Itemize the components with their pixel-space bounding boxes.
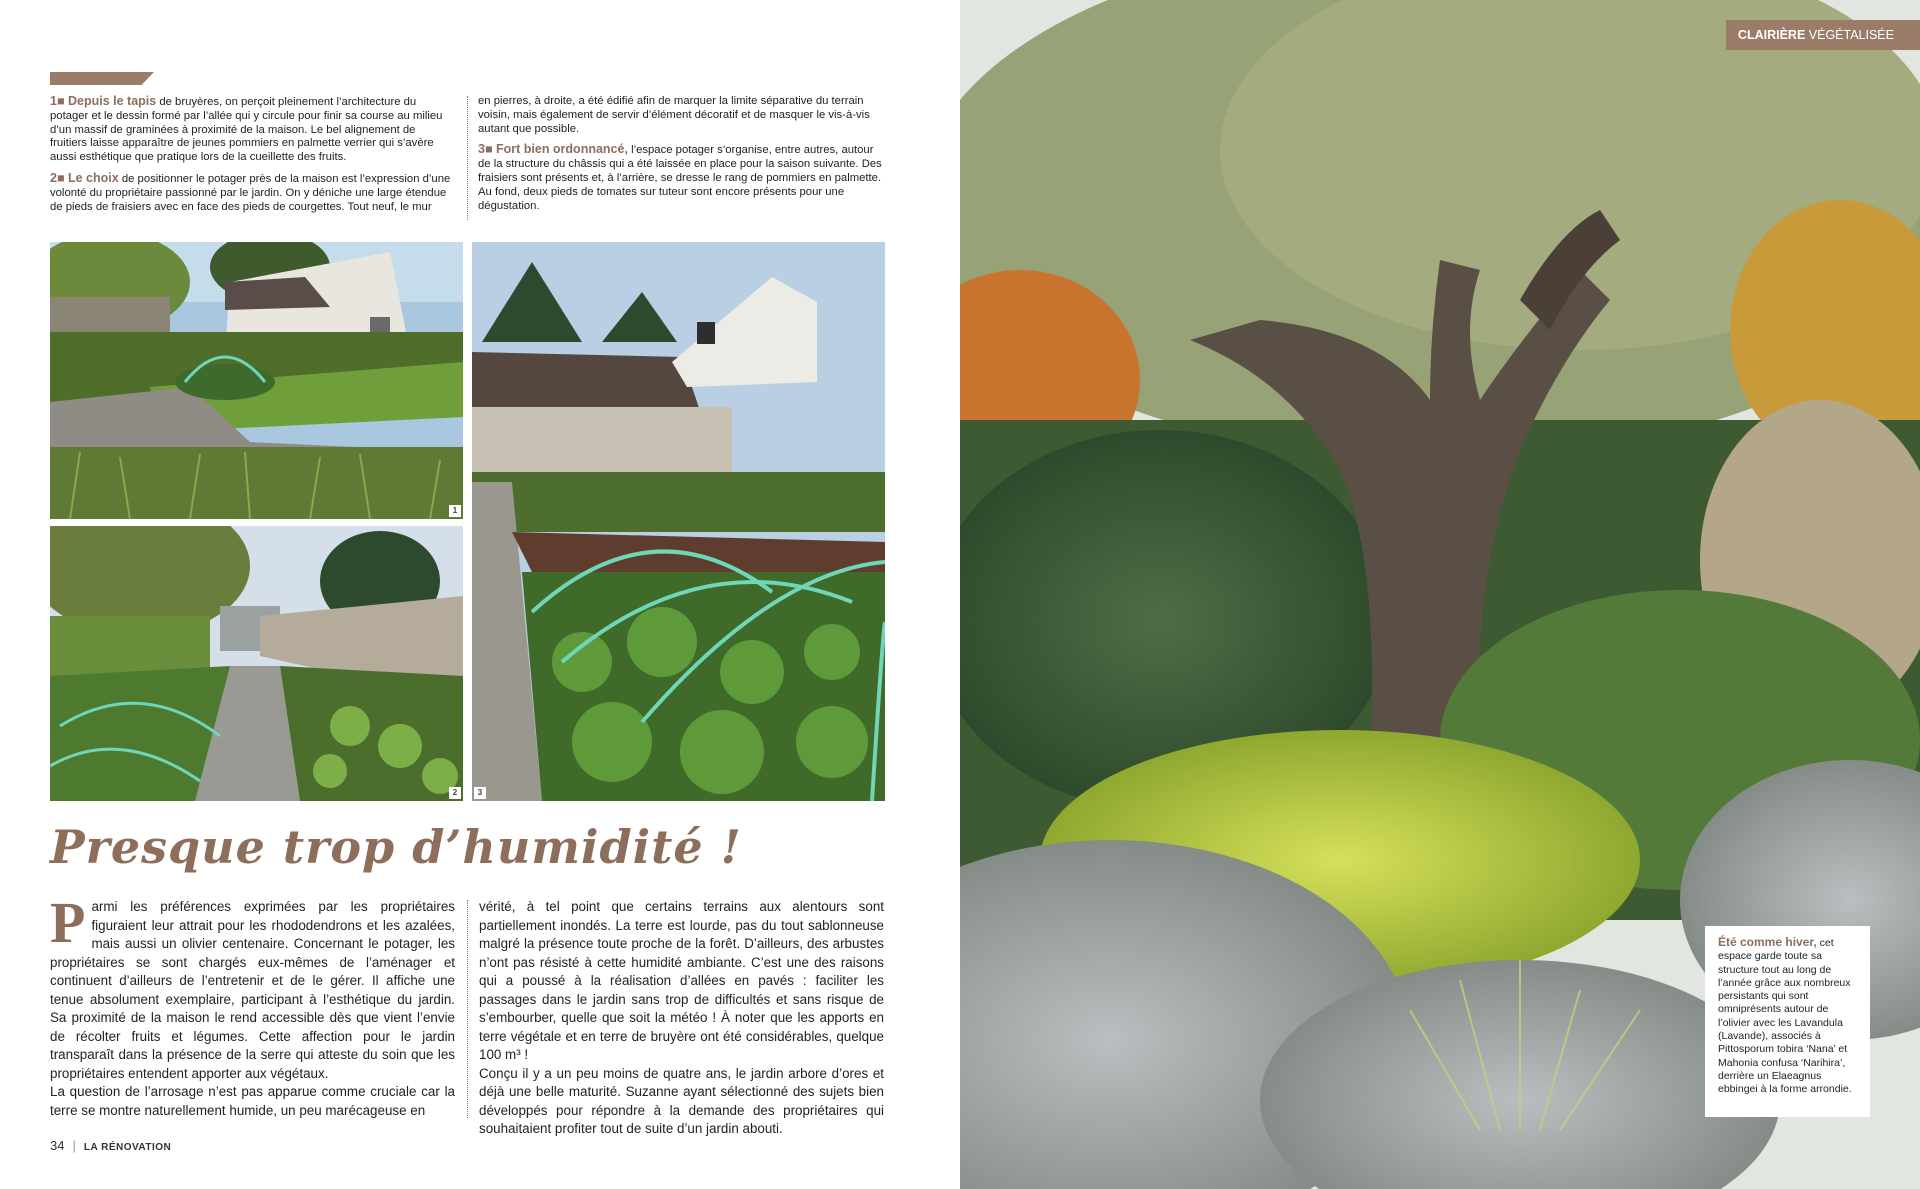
column-divider (467, 900, 468, 1118)
photo-caption-box (1705, 926, 1870, 1117)
caption-number: 3 (478, 142, 485, 157)
section-rubric: CLAIRIÈRE VÉGÉTALISÉE (1726, 20, 1920, 50)
caption-text: cet espace garde toute sa structure tout au long de l’année grâce aux nombreux persistants qui sont omniprésents autour de l’olivier avec les Lavandula (Lavande), associés à Pittosporum tobira ‘Nana’ et Mahonia confusa ‘Narihira’, derrière un Elaeagnus ebbingei à la forme arrondie. (1718, 937, 1852, 1096)
photo-number-2: 2 (449, 787, 461, 799)
body-paragraph: La question de l’arrosage n’est pas apparue comme cruciale car la terre se montre naturellement humide, un peu marécageuse en (50, 1084, 455, 1118)
caption-1: 1■ Depuis le tapis de bruyères, on perçoit pleinement l’architecture du potager et le dessin formé par l’allée qui y circule pour finir sa course au milieu d’un massif de graminées à proximité de la maison. Le bel alignement de fruitiers laisse apparaître de jeunes pommiers en palmette verrier qui s’avère aussi esthétique que pratique lors de la cueillette des fruits. (50, 94, 443, 164)
photo-strawberry-beds (50, 526, 463, 801)
body-paragraph: vérité, à tel point que certains terrains aux alentours sont partiellement inondés. La terre est lourde, pas du tout sablonneuse malgré la présence toute proche de la forêt. D’ailleurs, des arbustes n’ont pas résisté à cette humidité ambiante. C’est une des raisons qui a poussé à la réalisation d’allées en pavés : faciliter les passages dans le jardin sans trop de difficultés et sans risque de s’embourber, quelle que soit la météo ! À noter que les apports en terre végétale et en terre de bruyère ont été considérables, quelque 100 m³ ! (479, 899, 884, 1062)
photo-garden-house-path (50, 242, 463, 519)
caption-column-1 (50, 95, 455, 221)
caption-text: l’espace potager s’organise, entre autres, autour de la structure du châssis qui a été laissée en place pour la saison suivante. Des fraisiers sont présents et, à l’arrière, se dresse le rang de pommiers en palmette. Au fond, deux pieds de tomates sur tuteur sont encore présents pour une dégustation. (478, 144, 882, 212)
right-page (960, 0, 1920, 1189)
photo-number-1: 1 (449, 505, 461, 517)
page-number: 34 (50, 1138, 65, 1153)
caption-3: 3■ Fort bien ordonnancé, l’espace potager s’organise, entre autres, autour de la structure du châssis qui a été laissée en place pour la saison suivante. Des fraisiers sont présents et, à l’arrière, se dresse le rang de pommiers en palmette. Au fond, deux pieds de tomates sur tuteur sont encore présents pour une dégustation. (478, 142, 882, 212)
caption-number: 2 (50, 170, 57, 185)
caption-text: de bruyères, on perçoit pleinement l’architecture du potager et le dessin formé par l’allée qui y circule pour finir sa course au milieu d’un massif de graminées à proximité de la maison. Le bel alignement de fruitiers laisse apparaître de jeunes pommiers en palmette verrier qui s’avère aussi esthétique que pratique lors de la cueillette des fruits. (50, 96, 443, 164)
caption-column-2 (478, 95, 883, 220)
body-paragraph: Conçu il y a un peu moins de quatre ans, le jardin arbore d’ores et déjà une belle maturité. Suzanne ayant sélectionné des sujets bien développés pour répondre à la demande des propriétaires qui souhaitaient profiter tout de suite d’un jardin abouti. (479, 1065, 884, 1136)
body-paragraph: armi les préférences exprimées par les propriétaires figuraient leur attrait pour les rhododendrons et les azalées, mais aussi un olivier centenaire. Concernant le potager, les propriétaires se sont chargés eux-mêmes de l’aménager et continuent d’ailleurs de l’entretenir et de le gérer. Il affiche une tenue absolument exemplaire, participant à l’esthétique du jardin. Sa proximité de la maison le rend accessible dès que vient l’envie de récolter fruits et légumes. Cette affection pour le jardin transparaît dans la présence de la serre qui atteste du soin que les propriétaires entendent apporter aux végétaux. (50, 899, 455, 1081)
caption-lead: Le choix (67, 170, 119, 185)
drop-cap: P (50, 890, 86, 955)
body-column-1 (50, 890, 455, 1120)
section-heading: Presque trop d’humidité ! (50, 820, 742, 874)
accent-tab (50, 72, 154, 85)
photo-number-3: 3 (474, 787, 486, 799)
caption-text: de positionner le potager près de la maison est l’expression d’une volonté du propriétaire passionné par le jardin. On y déniche une large étendue de pieds de fraisiers avec en face des pieds de courgettes. Tout neuf, le mur (50, 172, 451, 213)
caption-lead: Depuis le tapis (67, 94, 157, 108)
publication-name: LA RÉNOVATION (83, 1142, 172, 1153)
caption-2: 2■ Le choix de positionner le potager près de la maison est l’expression d’une volonté du propriétaire passionné par le jardin. On y déniche une large étendue de pieds de fraisiers avec en face des pieds de courgettes. Tout neuf, le mur (50, 170, 451, 213)
caption-lead: Fort bien ordonnancé, (495, 142, 628, 157)
caption-lead: Été comme hiver, (1718, 935, 1817, 949)
caption-2-continued: en pierres, à droite, a été édifié afin de marquer la limite séparative du terrain voisin, mais également de servir d’élément décoratif et de masquer le vis-à-vis autant que possible. (478, 95, 870, 135)
body-column-2 (479, 898, 884, 1139)
folio: 34 | LA RÉNOVATION (50, 1138, 172, 1153)
photo-ordered-vegetable-garden (472, 242, 885, 801)
column-divider (467, 96, 468, 220)
caption-number: 1 (50, 94, 57, 108)
